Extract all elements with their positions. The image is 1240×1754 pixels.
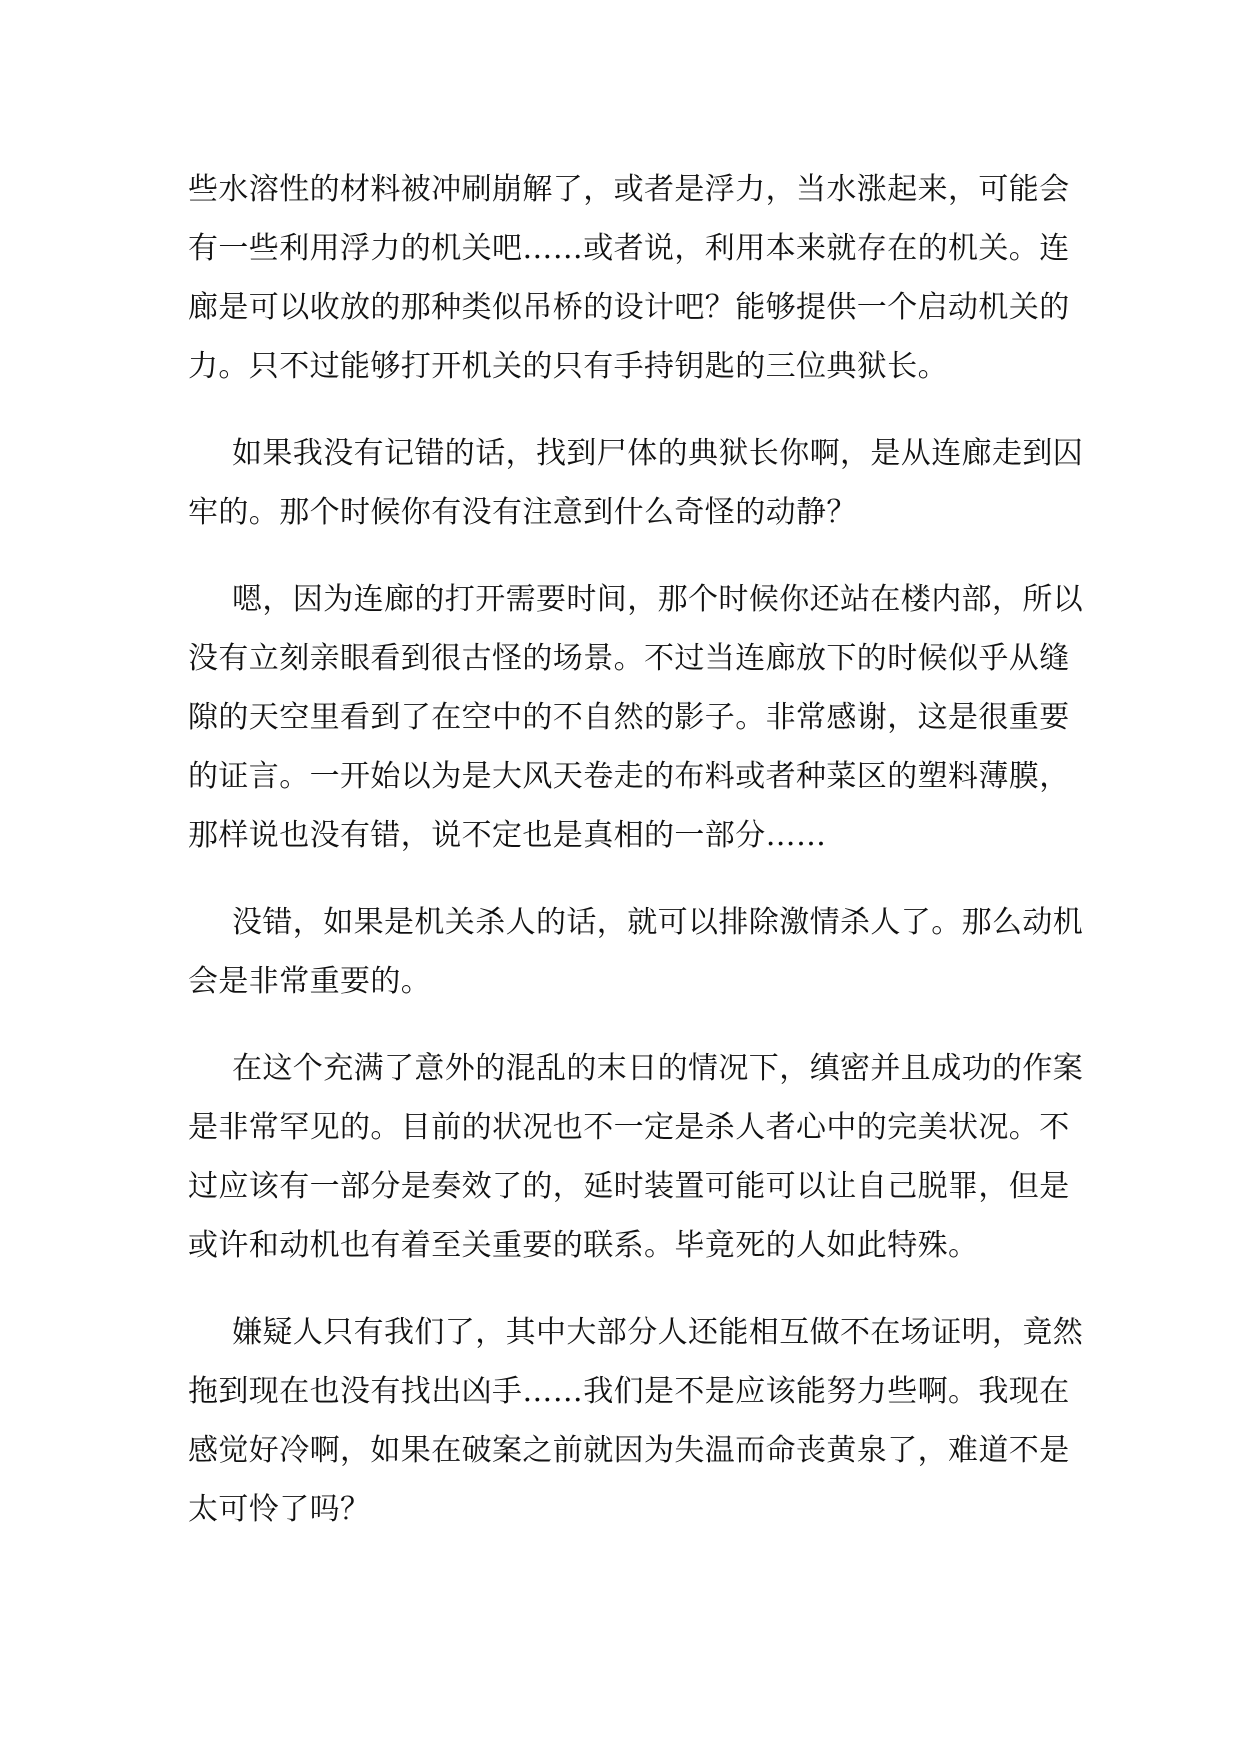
text-line: 或许和动机也有着至关重要的联系。毕竟死的人如此特殊。	[188, 1228, 979, 1263]
text-line: 嫌疑人只有我们了，其中大部分人还能相互做不在场证明，竟然	[232, 1315, 1084, 1350]
paragraph-gap	[188, 542, 1040, 570]
text-line: 过应该有一部分是奏效了的，延时装置可能可以让自己脱罪，但是	[188, 1169, 1070, 1204]
body-text	[188, 160, 1084, 1539]
text-line: 有一些利用浮力的机关吧……或者说，利用本来就存在的机关。连	[188, 231, 1070, 266]
text-line: 没有立刻亲眼看到很古怪的场景。不过当连廊放下的时候似乎从缝	[188, 641, 1070, 676]
text-line: 在这个充满了意外的混乱的末日的情况下，缜密并且成功的作案	[232, 1051, 1084, 1086]
text-line: 牢的。那个时候你有没有注意到什么奇怪的动静？	[188, 495, 857, 530]
text-line: 没错，如果是机关杀人的话，就可以排除激情杀人了。那么动机	[232, 905, 1084, 940]
text-line: 那样说也没有错，说不定也是真相的一部分……	[188, 818, 827, 853]
text-line: 些水溶性的材料被冲刷崩解了，或者是浮力，当水涨起来，可能会	[188, 172, 1070, 207]
text-line: 拖到现在也没有找出凶手……我们是不是应该能努力些啊。我现在	[188, 1374, 1070, 1409]
paragraph-gap	[188, 396, 1040, 424]
paragraph-gap	[188, 865, 1040, 893]
text-line: 太可怜了吗？	[188, 1492, 371, 1527]
paragraph-gap	[188, 1011, 1040, 1039]
text-line: 会是非常重要的。	[188, 964, 432, 999]
text-line: 廊是可以收放的那种类似吊桥的设计吧？能够提供一个启动机关的	[188, 290, 1070, 325]
paragraph-gap	[188, 1275, 1040, 1303]
text-line: 嗯，因为连廊的打开需要时间，那个时候你还站在楼内部，所以	[232, 582, 1084, 617]
text-line: 如果我没有记错的话，找到尸体的典狱长你啊，是从连廊走到囚	[232, 436, 1084, 471]
text-line: 感觉好冷啊，如果在破案之前就因为失温而命丧黄泉了，难道不是	[188, 1433, 1070, 1468]
text-line: 力。只不过能够打开机关的只有手持钥匙的三位典狱长。	[188, 349, 948, 384]
text-line: 的证言。一开始以为是大风天卷走的布料或者种菜区的塑料薄膜，	[188, 759, 1070, 794]
text-line: 是非常罕见的。目前的状况也不一定是杀人者心中的完美状况。不	[188, 1110, 1070, 1145]
text-line: 隙的天空里看到了在空中的不自然的影子。非常感谢，这是很重要	[188, 700, 1070, 735]
